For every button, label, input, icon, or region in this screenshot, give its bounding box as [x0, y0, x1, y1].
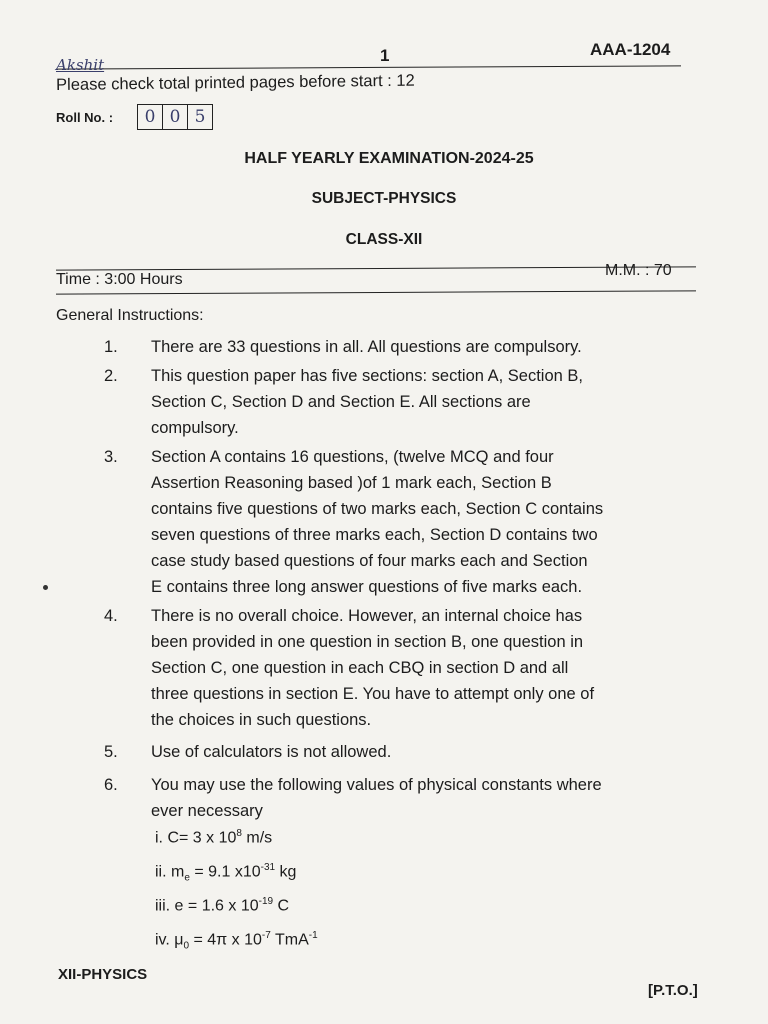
instruction-line: There is no overall choice. However, an internal choice has [151, 607, 583, 625]
max-marks: M.M. : 70 [605, 262, 672, 279]
constant-electron-mass [155, 862, 318, 896]
instruction-line: ever necessary [151, 802, 263, 820]
roll-digit-box: 0 [137, 104, 163, 130]
instructions-heading: General Instructions: [56, 307, 204, 324]
instruction-line: You may use the following values of physical constants where [151, 776, 602, 794]
instruction-text [151, 444, 703, 600]
instruction-number: 5. [104, 743, 118, 761]
roll-number-boxes [137, 104, 212, 130]
constant-electron-charge [155, 896, 318, 930]
subject-title: SUBJECT-PHYSICS [311, 190, 457, 207]
roll-number-label: Roll No. : [56, 110, 114, 125]
exam-title: HALF YEARLY EXAMINATION-2024-25 [244, 150, 534, 167]
ink-dot [43, 585, 48, 590]
instruction-number: 1. [104, 338, 118, 356]
instruction-line: the choices in such questions. [151, 711, 372, 729]
instruction-line: Assertion Reasoning based )of 1 mark each, Section B [151, 474, 552, 492]
instruction-text [151, 334, 703, 360]
instruction-line: Section C, one question in each CBQ in section D and all [151, 659, 569, 677]
constant-text: i. C= 3 x 10 [155, 829, 237, 847]
constant-exponent: -1 [308, 930, 318, 941]
constant-exponent: -7 [261, 930, 271, 941]
constant-text: = 4π x 10 [189, 931, 262, 949]
instruction-line: seven questions of three marks each, Section D contains two [151, 526, 598, 544]
instruction-number: 6. [104, 776, 118, 794]
physical-constants-list [155, 828, 318, 964]
instruction-line: compulsory. [151, 419, 239, 437]
instruction-number: 2. [104, 367, 118, 385]
instruction-text [151, 739, 703, 765]
roll-digit-box: 5 [187, 104, 213, 130]
constant-unit: TmA [270, 931, 309, 949]
constant-unit: m/s [241, 829, 273, 847]
time-allowed: Time : 3:00 Hours [56, 271, 183, 288]
constant-text: iv. μ [155, 931, 184, 949]
constant-text: ii. m [155, 863, 185, 881]
constant-unit: C [273, 897, 290, 915]
printed-pages-note: Please check total printed pages before start : 12 [56, 71, 415, 94]
constant-exponent: -19 [258, 896, 274, 907]
page-number: 1 [380, 46, 390, 65]
meta-bottom-rule [56, 290, 696, 294]
instruction-line: case study based questions of four marks each and Section [151, 552, 588, 570]
instruction-line: Use of calculators is not allowed. [151, 743, 392, 761]
paper-code: AAA-1204 [590, 40, 671, 59]
footer-pto: [P.T.O.] [648, 982, 698, 999]
constant-speed-of-light [155, 828, 318, 862]
instruction-line: This question paper has five sections: section A, Section B, [151, 367, 583, 385]
class-title: CLASS-XII [345, 231, 423, 248]
constant-permeability [155, 930, 318, 964]
constant-text: iii. e = 1.6 x 10 [155, 897, 259, 915]
instruction-text [151, 363, 703, 441]
instruction-line: been provided in one question in section B, one question in [151, 633, 584, 651]
instruction-line: three questions in section E. You have to attempt only one of [151, 685, 595, 703]
constant-unit: kg [275, 863, 297, 881]
instruction-text [151, 603, 703, 733]
constant-subscript: 0 [183, 940, 190, 952]
constant-exponent: 8 [236, 828, 242, 839]
footer-subject: XII-PHYSICS [58, 966, 148, 983]
instruction-text [151, 772, 721, 824]
instruction-number: 4. [104, 607, 118, 625]
roll-digit-box: 0 [162, 104, 188, 130]
instruction-line: Section A contains 16 questions, (twelve MCQ and four [151, 448, 554, 466]
instruction-line: There are 33 questions in all. All questions are compulsory. [151, 338, 582, 356]
handwritten-name: Akshit [56, 56, 105, 74]
constant-exponent: -31 [260, 862, 276, 873]
constant-subscript: e [184, 872, 190, 884]
top-rule [56, 65, 681, 69]
constant-text: = 9.1 x10 [189, 863, 261, 881]
instruction-line: E contains three long answer questions of five marks each. [151, 578, 583, 596]
instruction-line: contains five questions of two marks each, Section C contains [151, 500, 604, 518]
instruction-number: 3. [104, 448, 118, 466]
instruction-line: Section C, Section D and Section E. All sections are [151, 393, 531, 411]
